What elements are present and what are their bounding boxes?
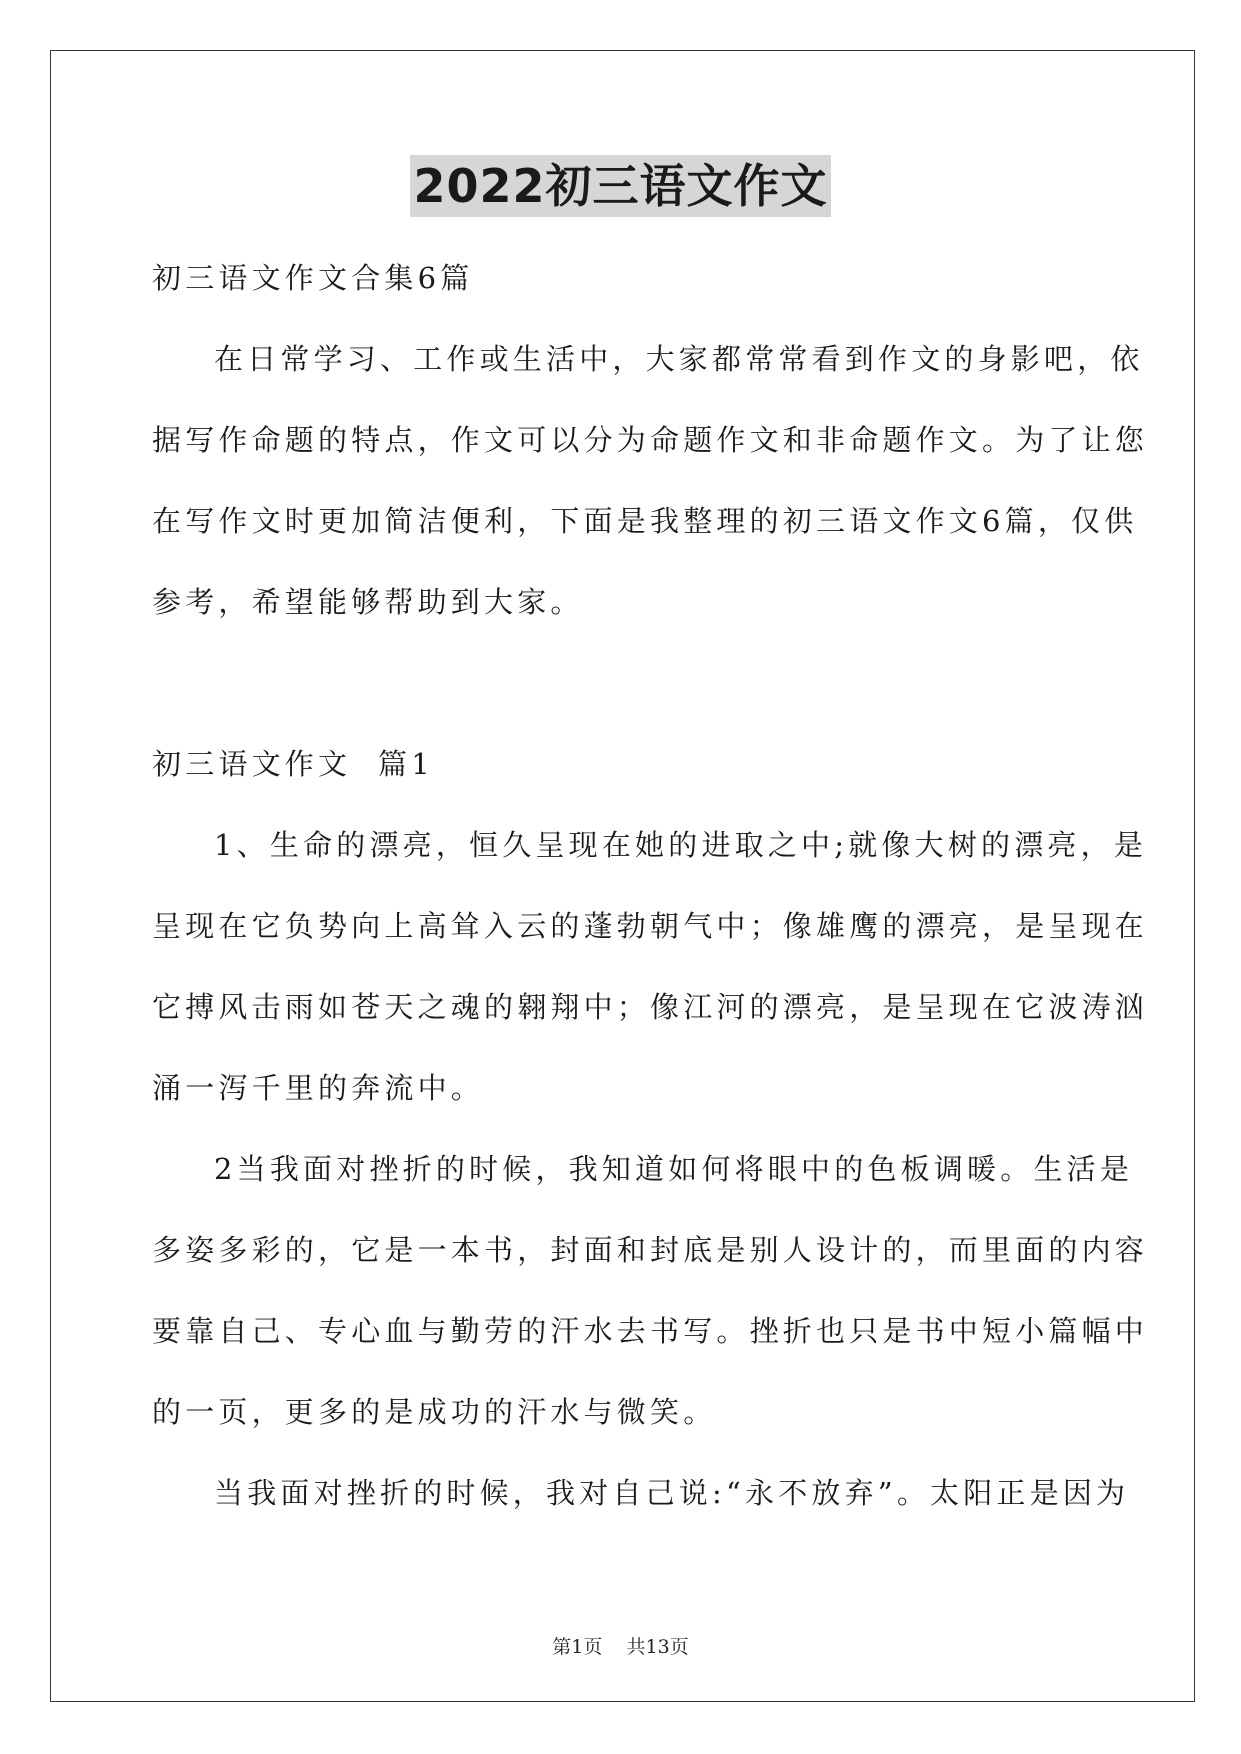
paragraph-line: 的一页，更多的是成功的汗水与微笑。 [152, 1395, 717, 1429]
paragraph-line: 要靠自己、专心血与勤劳的汗水去书写。挫折也只是书中短小篇幅中 [152, 1314, 1149, 1348]
document-body [152, 238, 1149, 1534]
section-heading: 初三语文作文 篇1 [152, 747, 434, 781]
title-container [0, 155, 1241, 217]
paragraph-line: 多姿多彩的，它是一本书，封面和封底是别人设计的，而里面的内容 [152, 1233, 1149, 1267]
paragraph-line: 2当我面对挫折的时候，我知道如何将眼中的色板调暖。生活是 [214, 1152, 1134, 1186]
paragraph-line: 涌一泻千里的奔流中。 [152, 1071, 485, 1105]
intro-line: 在日常学习、工作或生活中，大家都常常看到作文的身影吧，依 [214, 342, 1144, 376]
paragraph-line: 呈现在它负势向上高耸入云的蓬勃朝气中；像雄鹰的漂亮，是呈现在 [152, 909, 1149, 943]
paragraph-line: 它搏风击雨如苍天之魂的翱翔中；像江河的漂亮，是呈现在它波涛汹 [152, 990, 1149, 1024]
blank-line [152, 643, 1092, 724]
intro-line: 参考，希望能够帮助到大家。 [152, 585, 584, 619]
intro-line: 据写作命题的特点，作文可以分为命题作文和非命题作文。为了让您 [152, 423, 1149, 457]
document-title: 2022初三语文作文 [410, 155, 830, 217]
paragraph-line: 当我面对挫折的时候，我对自己说:“永不放弃”。太阳正是因为 [214, 1476, 1130, 1510]
paragraph-line: 1、生命的漂亮，恒久呈现在她的进取之中;就像大树的漂亮，是 [214, 828, 1148, 862]
intro-line: 在写作文时更加简洁便利，下面是我整理的初三语文作文6篇，仅供 [152, 504, 1138, 538]
subtitle: 初三语文作文合集6篇 [152, 261, 474, 295]
page-number: 第1页 共13页 [552, 1636, 689, 1658]
